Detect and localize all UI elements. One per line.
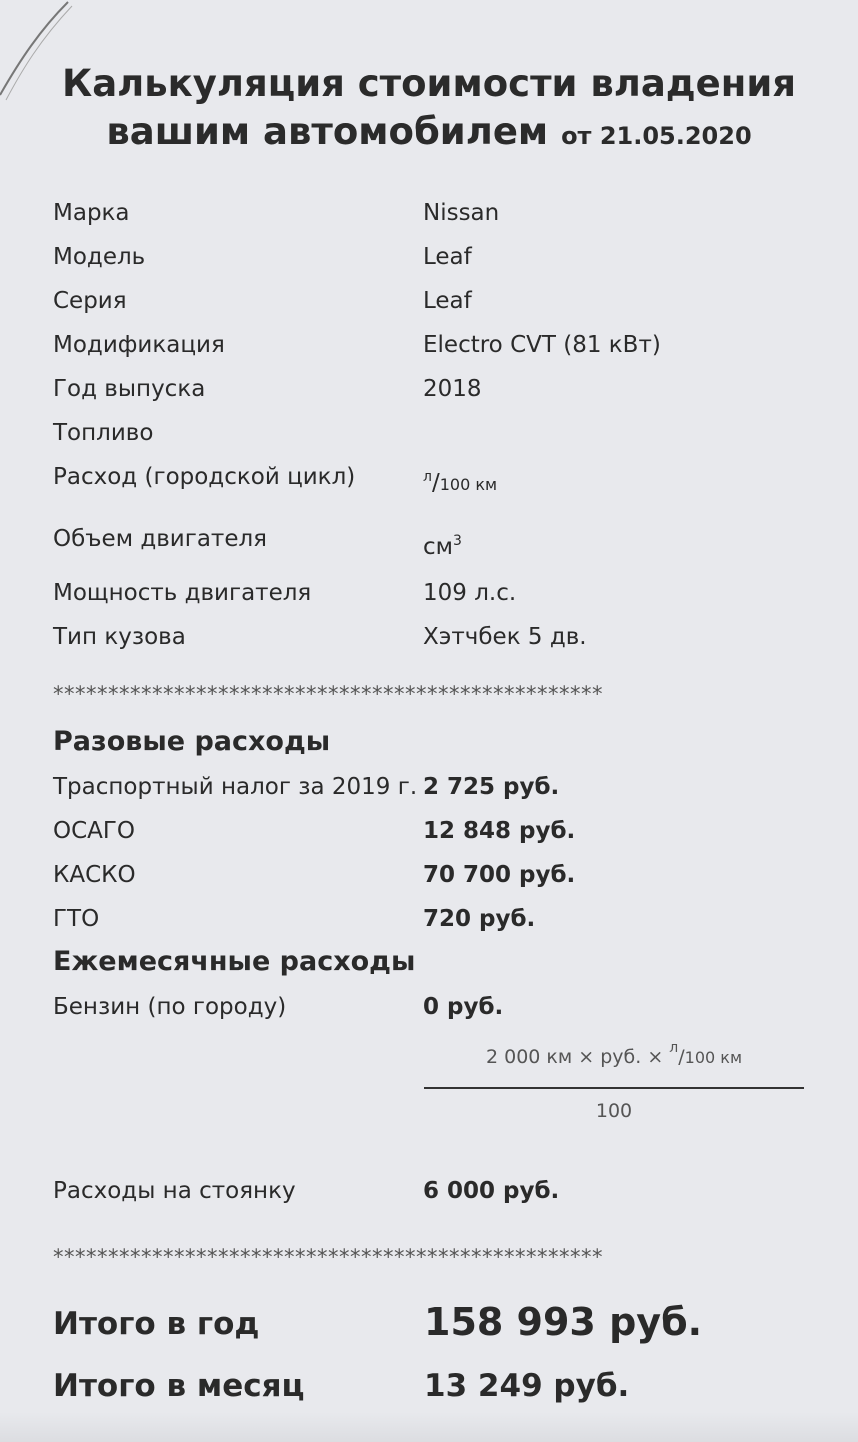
title-line-2: вашим автомобилем — [106, 110, 549, 153]
spec-label: Серия — [53, 288, 127, 314]
page-title — [0, 60, 858, 160]
spec-value: Хэтчбек 5 дв. — [423, 624, 587, 650]
expense-label: ГТО — [53, 906, 100, 932]
bottom-shade — [0, 1412, 858, 1442]
expense-label: Бензин (по городу) — [53, 994, 287, 1020]
spec-label: Модель — [53, 244, 146, 270]
spec-label: Тип кузова — [53, 624, 186, 650]
spec-value: Leaf — [423, 288, 472, 314]
spec-label: Год выпуска — [53, 376, 206, 402]
spec-value: $^л$/100 км — [423, 469, 498, 496]
expense-label: Расходы на стоянку — [53, 1178, 296, 1204]
section-heading-one-time: Разовые расходы — [53, 726, 331, 757]
spec-value: Nissan — [423, 200, 500, 226]
spec-label: Расход (городской цикл) — [53, 464, 356, 490]
formula-denominator: 100 — [595, 1100, 633, 1122]
unit-denominator: 100 км — [439, 475, 498, 494]
formula-numerator-text: 2 000 км × руб. × — [485, 1046, 670, 1068]
unit-numerator: л — [423, 469, 432, 485]
separator: ************************************************** — [53, 682, 603, 706]
expense-label: КАСКО — [53, 862, 136, 888]
title-line-1: Калькуляция стоимости владения — [61, 62, 797, 105]
formula-unit-numerator: л — [669, 1040, 679, 1056]
section-heading-monthly: Ежемесячные расходы — [53, 946, 416, 977]
spec-value: Electro CVT (81 кВт) — [423, 332, 661, 358]
spec-label: Топливо — [53, 420, 154, 446]
total-year-value: 158 993 руб. — [424, 1300, 703, 1344]
spec-label: Мощность двигателя — [53, 580, 312, 606]
expense-value: 720 руб. — [423, 906, 536, 932]
unit-superscript: 3 — [453, 533, 462, 549]
expense-label: Траспортный налог за 2019 г. — [53, 774, 418, 800]
spec-value: Leaf — [423, 244, 472, 270]
expense-value: 70 700 руб. — [423, 862, 576, 888]
title-date: от 21.05.2020 — [561, 122, 752, 150]
formula-numerator: 2 000 км × руб. × $^л$/100 км — [485, 1040, 743, 1068]
spec-label: Марка — [53, 200, 130, 226]
fraction-bar — [424, 1087, 804, 1089]
spec-value: 2018 — [423, 376, 482, 402]
unit: см — [423, 534, 453, 560]
expense-value: 12 848 руб. — [423, 818, 576, 844]
spec-value: 109 л.с. — [423, 580, 517, 606]
total-month-label: Итого в месяц — [53, 1368, 305, 1404]
total-year-label: Итого в год — [53, 1306, 260, 1342]
separator: ************************************************** — [53, 1245, 603, 1269]
formula-unit-denominator: 100 км — [684, 1048, 743, 1067]
total-month-value: 13 249 руб. — [424, 1368, 630, 1404]
expense-value: 2 725 руб. — [423, 774, 560, 800]
spec-value — [423, 532, 462, 562]
spec-label: Модификация — [53, 332, 225, 358]
expense-label: ОСАГО — [53, 818, 136, 844]
spec-label: Объем двигателя — [53, 526, 268, 552]
expense-value: 6 000 руб. — [423, 1178, 560, 1204]
expense-value: 0 руб. — [423, 994, 504, 1020]
